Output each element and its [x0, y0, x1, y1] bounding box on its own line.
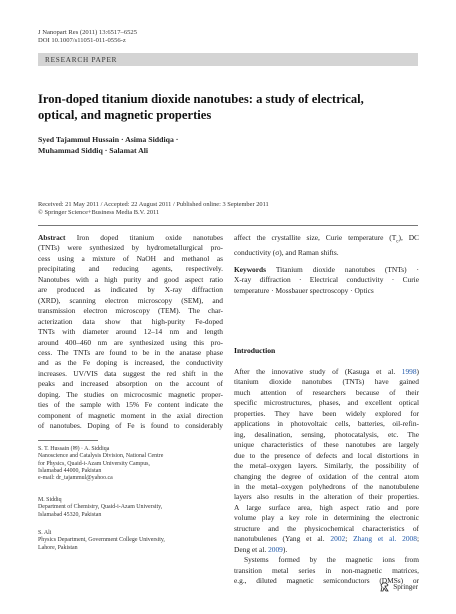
email-link[interactable]: e-mail: dr_tajammul@yahoo.ca	[38, 475, 113, 482]
intro-line: titanium dioxide nanotubes (TNTs) have gained	[234, 377, 419, 387]
affiliation-line: Physics Department, Government College University,	[38, 537, 165, 544]
intro-line: Systems formed by the magnetic ions from	[244, 555, 419, 565]
abstract-line: transmission electron microscopy (TEM). The char-	[38, 306, 223, 316]
abstract-line: (XRD), scanning electron microscopy (SEM), and	[38, 295, 223, 305]
keywords-line: temperature · Mossbauer spectroscopy · Optics	[234, 285, 374, 295]
abstract-line: TNTs with diameter around 12–14 nm and length	[38, 327, 223, 337]
intro-line: transition metal series in non-magnetic matrices,	[234, 565, 419, 575]
author-line: Syed Tajammul Hussain · Asima Siddiqa ·	[38, 135, 179, 144]
intro-line: properties. They have been widely explored for	[234, 408, 419, 418]
intro-line: ing, desalination, sensing, photocatalysis, etc. The	[234, 429, 419, 439]
ref-yang-link[interactable]: 2002	[330, 534, 346, 544]
affiliation-line: S. Ali	[38, 530, 52, 536]
intro-line: After the innovative study of (Kasuga et al. 1998)	[234, 367, 419, 376]
affiliation-line: Department of Chemistry, Quaid-i-Azam University,	[38, 504, 163, 511]
intro-line: specific microstructures, phases, and excellent optical	[234, 398, 419, 408]
abstract-line: around 400–460 nm are synthesized using this pro-	[38, 337, 223, 347]
ref-zhang-link[interactable]: Zhang et al. 2008	[353, 534, 417, 544]
intro-line: in the metal–oxygen polyhedrons of the nanotubulene	[234, 481, 419, 491]
abstract-line: peaks and increased absorption on the account of	[38, 379, 223, 389]
intro-line: the metal–oxygen layers. Similarly, the possibility of	[234, 461, 419, 471]
abstract-continuation	[234, 233, 419, 258]
intro-line: changing the degree of oxidation of the central atom	[234, 471, 419, 481]
author-list	[38, 134, 418, 156]
intro-line: applications in photovoltaic cells, batteries, oil-refin-	[234, 419, 419, 429]
intro-line: due to the presence of defects and local distortions in	[234, 450, 419, 460]
affiliation-line: Islamabad 45320, Pakistan	[38, 511, 102, 518]
introduction-heading: Introduction	[234, 346, 276, 355]
intro-line: layers also results in the alteration of their properties.	[234, 492, 419, 502]
journal-citation: J Nanopart Res (2011) 13:6517–6525	[38, 29, 138, 36]
affiliation-line: Islamabad 44000, Pakistan	[38, 467, 102, 474]
abstract-line: are produced as indicated by X-ray diffraction	[38, 285, 223, 295]
intro-line: much attention of researchers because of their	[234, 387, 419, 397]
intro-line: e.g., diluted magnetic semiconductors (DMSs) or	[234, 576, 419, 586]
abstract-line: cess using a mixture of NaOH and methanol as	[38, 253, 223, 263]
affiliation-line: S. T. Hussain (✉) · A. Siddiqa	[38, 446, 110, 452]
abstract-line: (TNTs) were synthesized by hydrometallurgical pro-	[38, 243, 223, 253]
header-divider	[38, 225, 418, 226]
abstract-line: doping. The studies on microcosmic magnetic proper-	[38, 389, 223, 399]
author-line: Muhammad Siddiq · Salamat Ali	[38, 146, 149, 155]
abstract-heading: Abstract	[38, 233, 66, 242]
affiliation-line: Lahore, Pakistan	[38, 544, 78, 551]
intro-line: nanotubulenes (Yang et al. 2002; Zhang et al. 2008;	[234, 534, 419, 544]
abstract-line: cess. The TNTs are found to be in the anatase phase	[38, 347, 223, 357]
abstract-line: increases. UV/VIS data suggest the red shift in the	[38, 368, 223, 378]
article-title	[38, 92, 408, 123]
doi: DOI 10.1007/s11051-011-0556-z	[38, 37, 126, 45]
publication-dates	[38, 201, 418, 218]
title-line: Iron-doped titanium dioxide nanotubes: a study of electrical,	[38, 92, 364, 106]
springer-horse-icon	[379, 582, 390, 592]
affiliation-line: M. Siddiq	[38, 497, 62, 503]
introduction-section	[234, 367, 419, 587]
intro-line: volume play a key role in determining the electronic	[234, 513, 419, 523]
intro-line: Deng et al. 2009).	[234, 544, 288, 554]
ref-deng-link[interactable]: 2009	[268, 544, 283, 554]
abstract-line: of nanotubes. Doping of Fe is found to considerably	[38, 421, 223, 431]
abstract-line: component of magnetic moment in the axial direction	[38, 410, 223, 420]
abstract-section	[38, 233, 223, 432]
affiliation-block	[38, 530, 228, 552]
intro-line: A large surface area, high aspect ratio and pore	[234, 502, 419, 512]
intro-line: structure and the physicochemical characteristics of	[234, 523, 419, 533]
intro-line: unique characteristics of these nanotubes are largely	[234, 440, 419, 450]
affiliation-line: Nanoscience and Catalysis Division, National Centre	[38, 453, 164, 460]
affiliation-block	[38, 497, 228, 519]
keywords-first-line: Keywords Titanium dioxide nanotubes (TNTs) ·	[234, 265, 419, 274]
abstract-line: affect the crystallite size, Curie temperature $(T_c)$, DC	[234, 233, 419, 245]
footnote-divider	[38, 440, 98, 441]
abstract-line: acterization data show that high-purity Fe-doped	[38, 316, 223, 326]
copyright-line: © Springer Science+Business Media B.V. 2011	[38, 209, 160, 217]
abstract-first-line: Abstract Iron doped titanium oxide nanotubes	[38, 233, 223, 242]
publisher-name: Springer	[393, 583, 418, 591]
affiliation-line: for Physics, Quaid-i-Azam University Campus,	[38, 460, 150, 467]
abstract-line: precipitating and reducing agents, respectively.	[38, 264, 223, 274]
ref-kasuga-link[interactable]: 1998	[401, 367, 417, 376]
affiliation-block	[38, 446, 228, 482]
abstract-line: ties of the sample with 15% Fe content indicate the	[38, 400, 223, 410]
title-line: optical, and magnetic properties	[38, 107, 212, 122]
publisher-logo	[379, 582, 418, 592]
journal-header	[38, 29, 137, 46]
abstract-line: conductivity (σ), and Raman shifts.	[234, 247, 339, 257]
keywords-section	[234, 265, 419, 296]
article-type-label: RESEARCH PAPER	[45, 55, 118, 64]
received-accepted-line: Received: 21 May 2011 / Accepted: 22 August 2011 / Published online: 3 September 2011	[38, 201, 269, 208]
abstract-line: and as the Fe doping is increased, the conductivity	[38, 358, 223, 368]
abstract-line: Nanotubes with a high purity and good aspect ratio	[38, 274, 223, 284]
keywords-line: X-ray diffraction · Electrical conductivity · Curie	[234, 275, 419, 285]
keywords-heading: Keywords	[234, 265, 267, 274]
